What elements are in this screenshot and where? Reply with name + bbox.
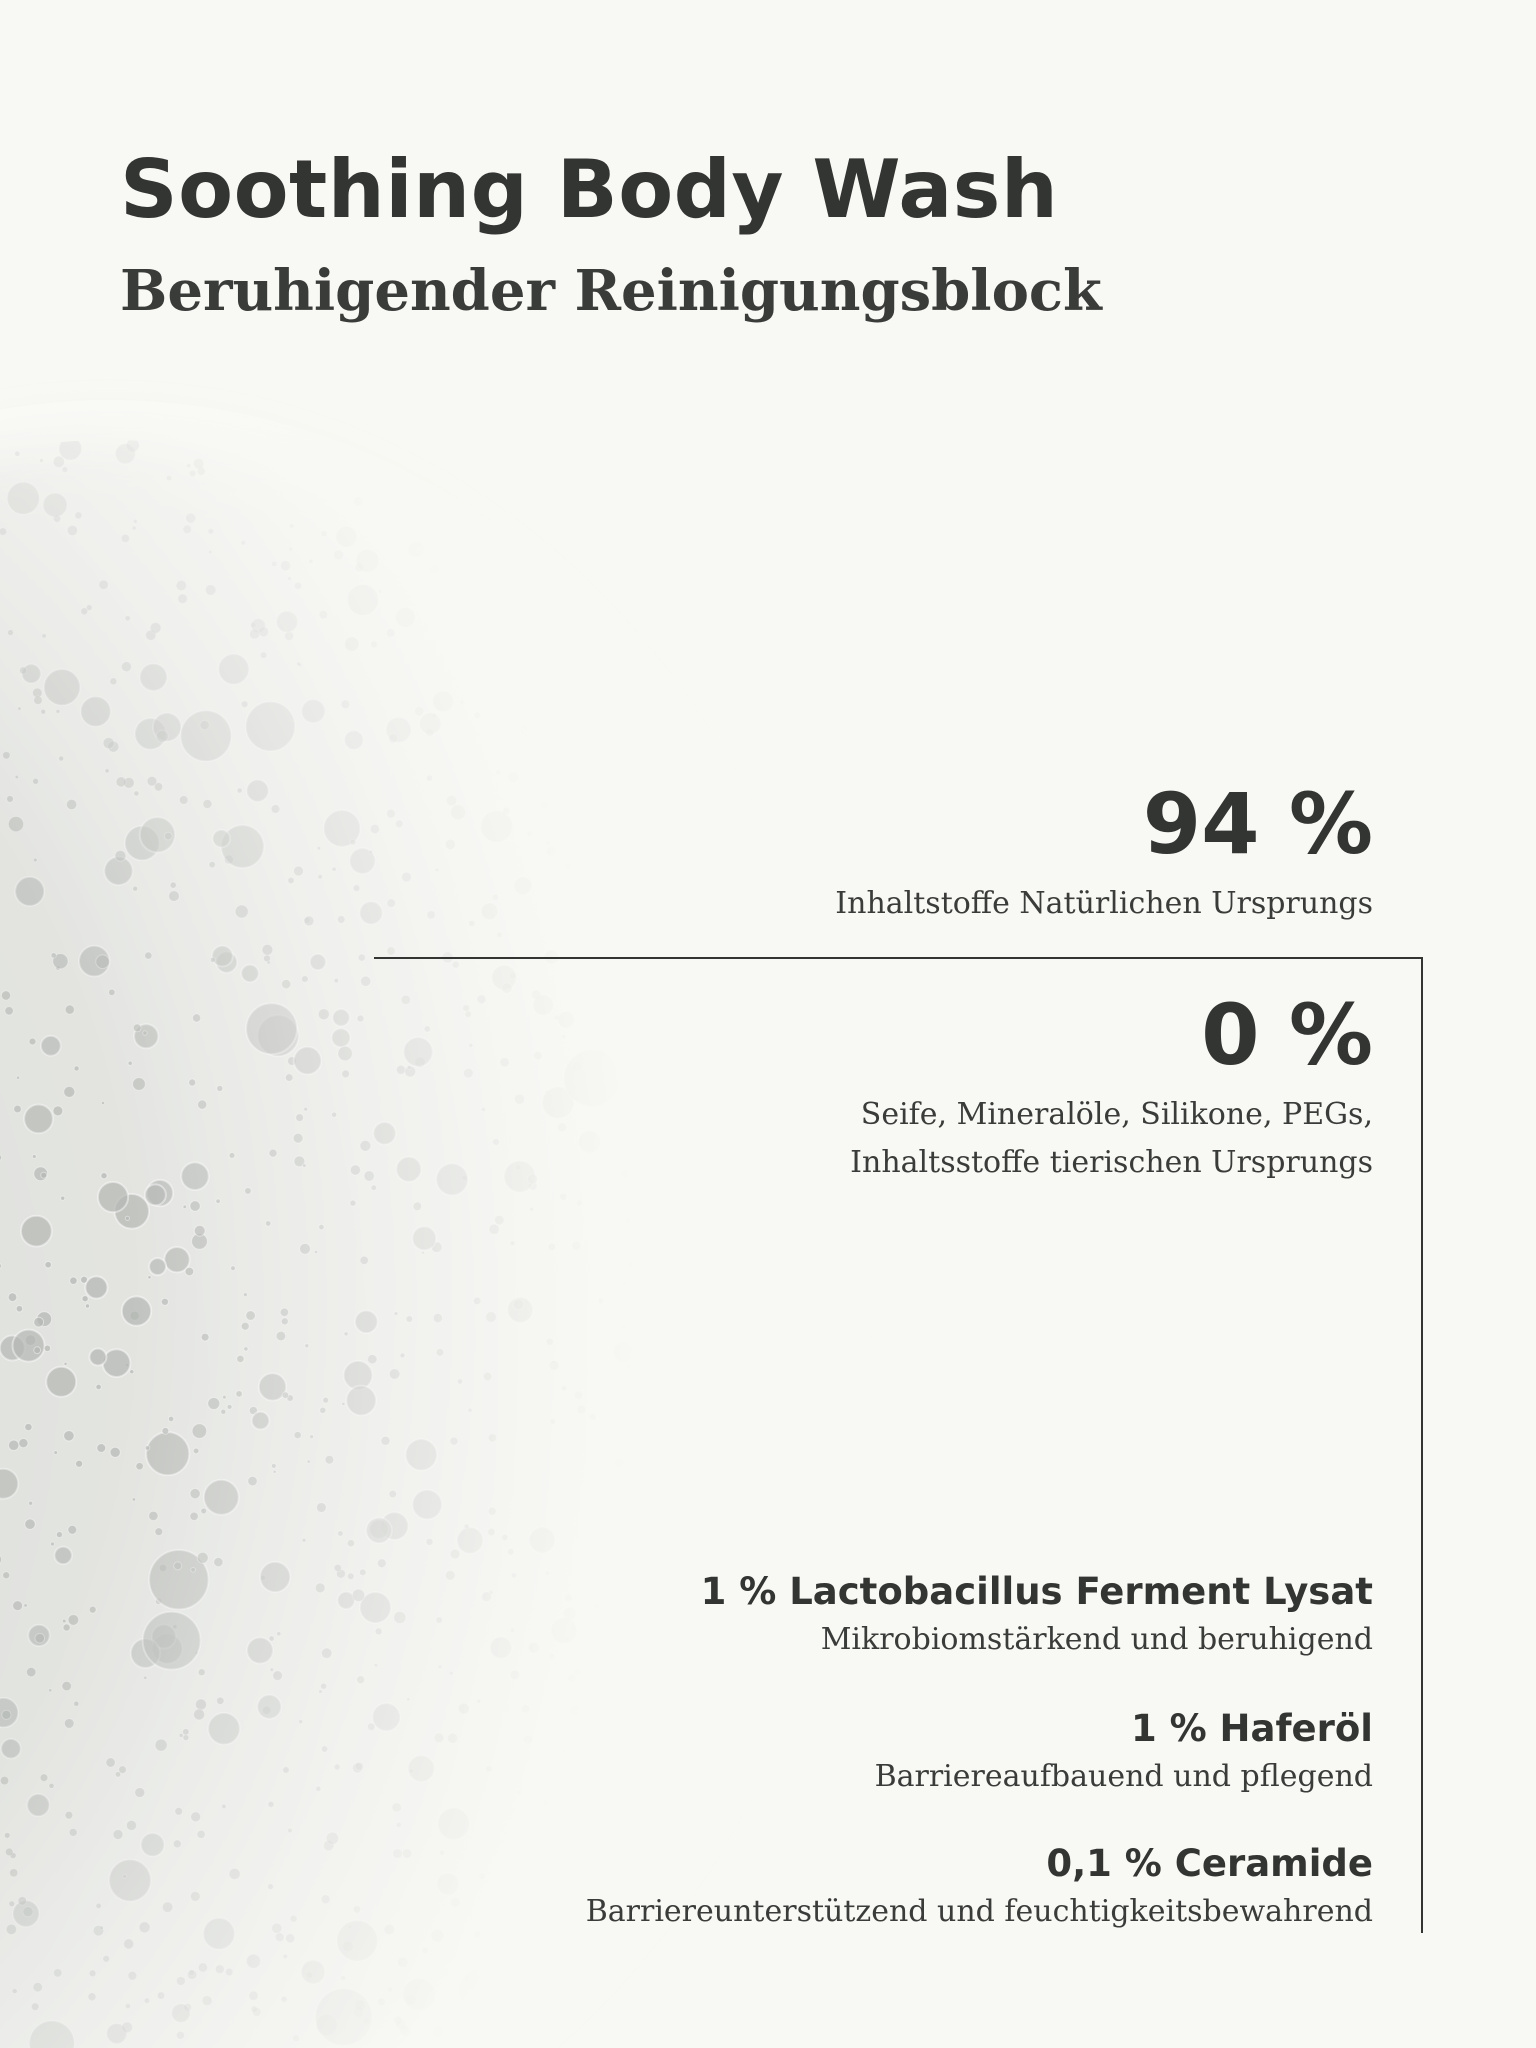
ingredient-lactobacillus	[700, 1570, 1373, 1657]
stat-natural-origin	[835, 775, 1373, 928]
stat-value: 0 %	[1201, 986, 1373, 1084]
ingredient-name: 1 % Haferöl	[1130, 1707, 1373, 1750]
stat-free-from	[850, 986, 1373, 1187]
ingredient-description: Barriereaufbauend und pflegend	[874, 1759, 1373, 1794]
stat-description-line-2: Inhaltsstoffe tierischen Ursprungs	[850, 1145, 1373, 1180]
stat-value: 94 %	[1142, 775, 1373, 873]
ingredient-name: 1 % Lactobacillus Ferment Lysat	[700, 1570, 1373, 1613]
divider-horizontal	[374, 957, 1423, 959]
ingredient-description: Barriereunterstützend und feuchtigkeitsbewahrend	[585, 1894, 1373, 1929]
ingredient-oat-oil	[874, 1707, 1373, 1794]
page-title: Soothing Body Wash	[120, 143, 1059, 236]
divider-vertical	[1421, 957, 1423, 1933]
ingredient-name: 0,1 % Ceramide	[1046, 1842, 1373, 1885]
stat-description: Inhaltstoffe Natürlichen Ursprungs	[835, 886, 1373, 921]
stat-description-line-1: Seife, Mineralöle, Silikone, PEGs,	[860, 1097, 1373, 1132]
ingredient-description: Mikrobiomstärkend und beruhigend	[820, 1622, 1373, 1657]
ingredient-ceramide	[585, 1842, 1373, 1929]
page-subtitle: Beruhigender Reinigungsblock	[120, 258, 1102, 324]
